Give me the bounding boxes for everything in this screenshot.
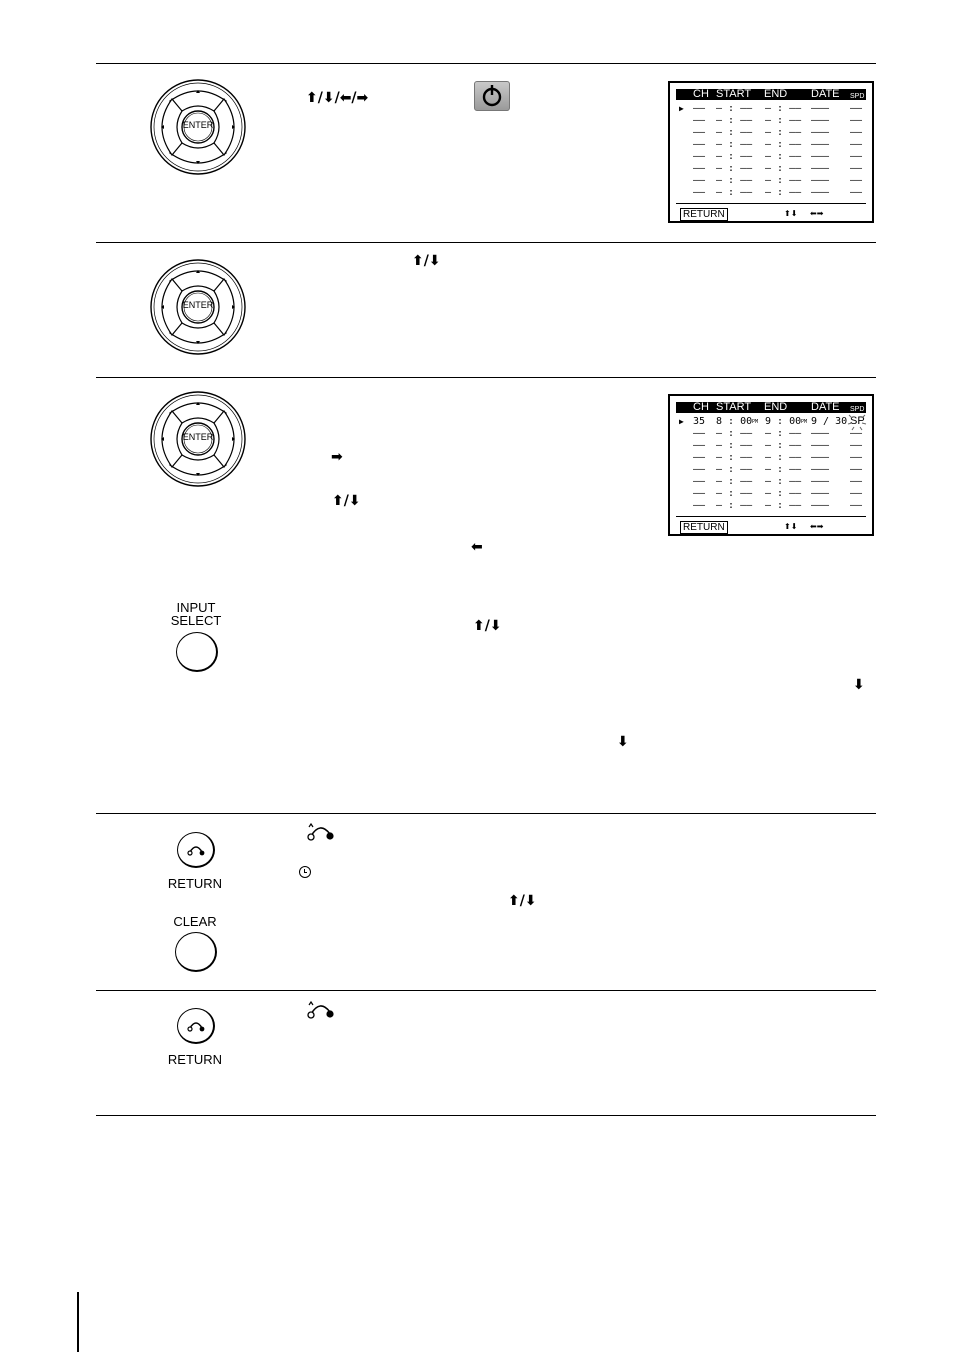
row-end: – : –– [765, 464, 802, 475]
row-end: 9 : 00 [765, 416, 802, 427]
row-start: – : –– [716, 127, 753, 138]
row-start: – : –– [716, 452, 753, 463]
cursor-icon: ▶ [679, 104, 684, 113]
timer-row-empty [676, 500, 866, 511]
step3-left-key: ⬅ [471, 539, 483, 555]
header-start: START [716, 401, 752, 413]
clear-button-label: CLEAR [173, 914, 217, 929]
step3-right-key: ➡ [331, 449, 343, 465]
divider-bottom [96, 1115, 876, 1116]
row-ch: –– [693, 500, 706, 511]
return-icon [181, 1013, 211, 1039]
timer-row-empty [676, 488, 866, 499]
row-date: ––– [811, 115, 830, 126]
return-icon [181, 837, 211, 863]
header-end: END [764, 401, 788, 413]
step3-updown-keys-2: ⬆/⬇ [473, 618, 502, 634]
row-start: – : –– [716, 139, 753, 150]
return-symbol-icon-step4 [305, 821, 335, 843]
row-spd: –– [850, 163, 863, 174]
row-ch: –– [693, 151, 706, 162]
row-start: – : –– [716, 440, 753, 451]
timer-row-empty [676, 139, 866, 150]
row-start-suffix: PM [752, 419, 759, 425]
timer-row-empty [676, 103, 866, 114]
directional-pad-step3[interactable] [148, 389, 248, 489]
row-date: ––– [811, 500, 830, 511]
return-button-step5[interactable] [177, 1008, 215, 1044]
enter-button-label: ENTER [182, 432, 214, 442]
screen-updown-hint: ⬆⬇ [784, 522, 798, 531]
row-end: – : –– [765, 428, 802, 439]
row-start: 8 : 00 [716, 416, 753, 427]
step4-updown-keys: ⬆/⬇ [508, 893, 537, 909]
row-spd: –– [850, 139, 863, 150]
input-select-label-line1: INPUT [176, 600, 216, 615]
screen-leftright-hint: ⬅➡ [810, 522, 824, 531]
row-start: – : –– [716, 103, 753, 114]
row-ch: –– [693, 440, 706, 451]
row-spd: –– [850, 151, 863, 162]
step1-arrow-keys: ⬆/⬇/⬅/➡ [306, 90, 369, 106]
header-spd: SPD [850, 93, 865, 100]
row-end: – : –– [765, 452, 802, 463]
row-ch: –– [693, 488, 706, 499]
row-date: ––– [811, 139, 830, 150]
row-date: ––– [811, 175, 830, 186]
timer-row-empty [676, 127, 866, 138]
timer-list-header [676, 89, 866, 100]
row-date: ––– [811, 127, 830, 138]
row-start: – : –– [716, 476, 753, 487]
row-end: – : –– [765, 139, 802, 150]
timer-row-empty [676, 151, 866, 162]
screen-return-label: RETURN [680, 521, 728, 534]
row-date: 9 / 30 [811, 416, 848, 427]
timer-row-empty [676, 476, 866, 487]
row-start: – : –– [716, 187, 753, 198]
timer-row-empty [676, 115, 866, 126]
row-ch: –– [693, 103, 706, 114]
row-start: – : –– [716, 175, 753, 186]
row-end: – : –– [765, 175, 802, 186]
screen-footer-line [676, 516, 866, 517]
row-end: – : –– [765, 500, 802, 511]
return-button-step4[interactable] [177, 832, 215, 868]
directional-pad-step2[interactable] [148, 257, 248, 357]
step3-down-key: ⬇ [853, 677, 865, 693]
row-date: ––– [811, 163, 830, 174]
row-ch: –– [693, 452, 706, 463]
header-date: DATE [811, 88, 840, 100]
row-ch: –– [693, 127, 706, 138]
cursor-icon: ▶ [679, 417, 684, 426]
row-date: ––– [811, 151, 830, 162]
row-end: – : –– [765, 163, 802, 174]
row-date: ––– [811, 476, 830, 487]
row-start: – : –– [716, 464, 753, 475]
screen-leftright-hint: ⬅➡ [810, 209, 824, 218]
return-button-label-step5: RETURN [167, 1052, 223, 1067]
row-spd: –– [850, 464, 863, 475]
row-spd: –– [850, 452, 863, 463]
row-ch: –– [693, 187, 706, 198]
row-start: – : –– [716, 488, 753, 499]
timer-list-header [676, 402, 866, 413]
directional-pad-step1[interactable] [148, 77, 248, 177]
row-ch: –– [693, 139, 706, 150]
row-end: – : –– [765, 476, 802, 487]
row-spd: –– [850, 175, 863, 186]
row-spd: –– [850, 115, 863, 126]
row-start: – : –– [716, 151, 753, 162]
row-ch: –– [693, 476, 706, 487]
row-spd: –– [850, 476, 863, 487]
row-spd: –– [850, 488, 863, 499]
row-spd: –– [850, 440, 863, 451]
row-spd: –– [850, 103, 863, 114]
timer-list-screen-empty [668, 81, 874, 223]
row-end: – : –– [765, 103, 802, 114]
timer-row-empty [676, 440, 866, 451]
row-end: – : –– [765, 127, 802, 138]
enter-button-label: ENTER [182, 300, 214, 310]
step3-down-key-2: ⬇ [617, 734, 629, 750]
row-ch: –– [693, 115, 706, 126]
row-spd: –– [850, 187, 863, 198]
screen-footer-line [676, 203, 866, 204]
timer-list-screen-filled [668, 394, 874, 536]
row-end: – : –– [765, 488, 802, 499]
timer-row-empty [676, 464, 866, 475]
row-date: ––– [811, 452, 830, 463]
header-ch: CH [693, 88, 709, 100]
screen-return-label: RETURN [680, 208, 728, 221]
row-end: – : –– [765, 115, 802, 126]
row-start: – : –– [716, 115, 753, 126]
clock-icon [299, 866, 311, 878]
clear-button[interactable] [175, 932, 217, 972]
row-end: – : –– [765, 440, 802, 451]
row-date: ––– [811, 103, 830, 114]
row-date: ––– [811, 488, 830, 499]
return-symbol-icon-step5 [305, 999, 335, 1021]
timer-row-empty [676, 428, 866, 439]
row-spd: SP [850, 415, 865, 427]
row-start: – : –– [716, 428, 753, 439]
step2-updown-keys: ⬆/⬇ [412, 253, 441, 269]
input-select-label-line2: SELECT [170, 613, 222, 628]
divider-step-5 [96, 990, 876, 991]
timer-row-empty [676, 175, 866, 186]
row-end-suffix: PM [801, 419, 808, 425]
row-start: – : –– [716, 163, 753, 174]
page-margin-bar [77, 1292, 79, 1352]
screen-updown-hint: ⬆⬇ [784, 209, 798, 218]
row-start: – : –– [716, 500, 753, 511]
header-spd: SPD [850, 406, 865, 413]
header-end: END [764, 88, 788, 100]
row-end: – : –– [765, 187, 802, 198]
row-ch: –– [693, 175, 706, 186]
return-button-label-step4: RETURN [167, 876, 223, 891]
row-ch: –– [693, 163, 706, 174]
row-end: – : –– [765, 151, 802, 162]
divider-step-2 [96, 242, 876, 243]
row-spd: –– [850, 428, 863, 439]
row-date: ––– [811, 440, 830, 451]
timer-row-empty [676, 187, 866, 198]
row-spd: –– [850, 127, 863, 138]
header-date: DATE [811, 401, 840, 413]
header-ch: CH [693, 401, 709, 413]
enter-button-label: ENTER [182, 120, 214, 130]
timer-menu-icon [474, 81, 510, 111]
input-select-button[interactable] [176, 632, 218, 672]
timer-row-empty [676, 163, 866, 174]
divider-step-4 [96, 813, 876, 814]
divider-top [96, 63, 876, 64]
row-ch: –– [693, 428, 706, 439]
timer-row-selected [676, 416, 866, 427]
divider-step-3 [96, 377, 876, 378]
row-ch: 35 [693, 416, 706, 427]
row-date: ––– [811, 464, 830, 475]
step3-updown-keys: ⬆/⬇ [332, 493, 361, 509]
row-spd: –– [850, 500, 863, 511]
row-ch: –– [693, 464, 706, 475]
timer-row-empty [676, 452, 866, 463]
row-date: ––– [811, 187, 830, 198]
row-date: ––– [811, 428, 830, 439]
header-start: START [716, 88, 752, 100]
